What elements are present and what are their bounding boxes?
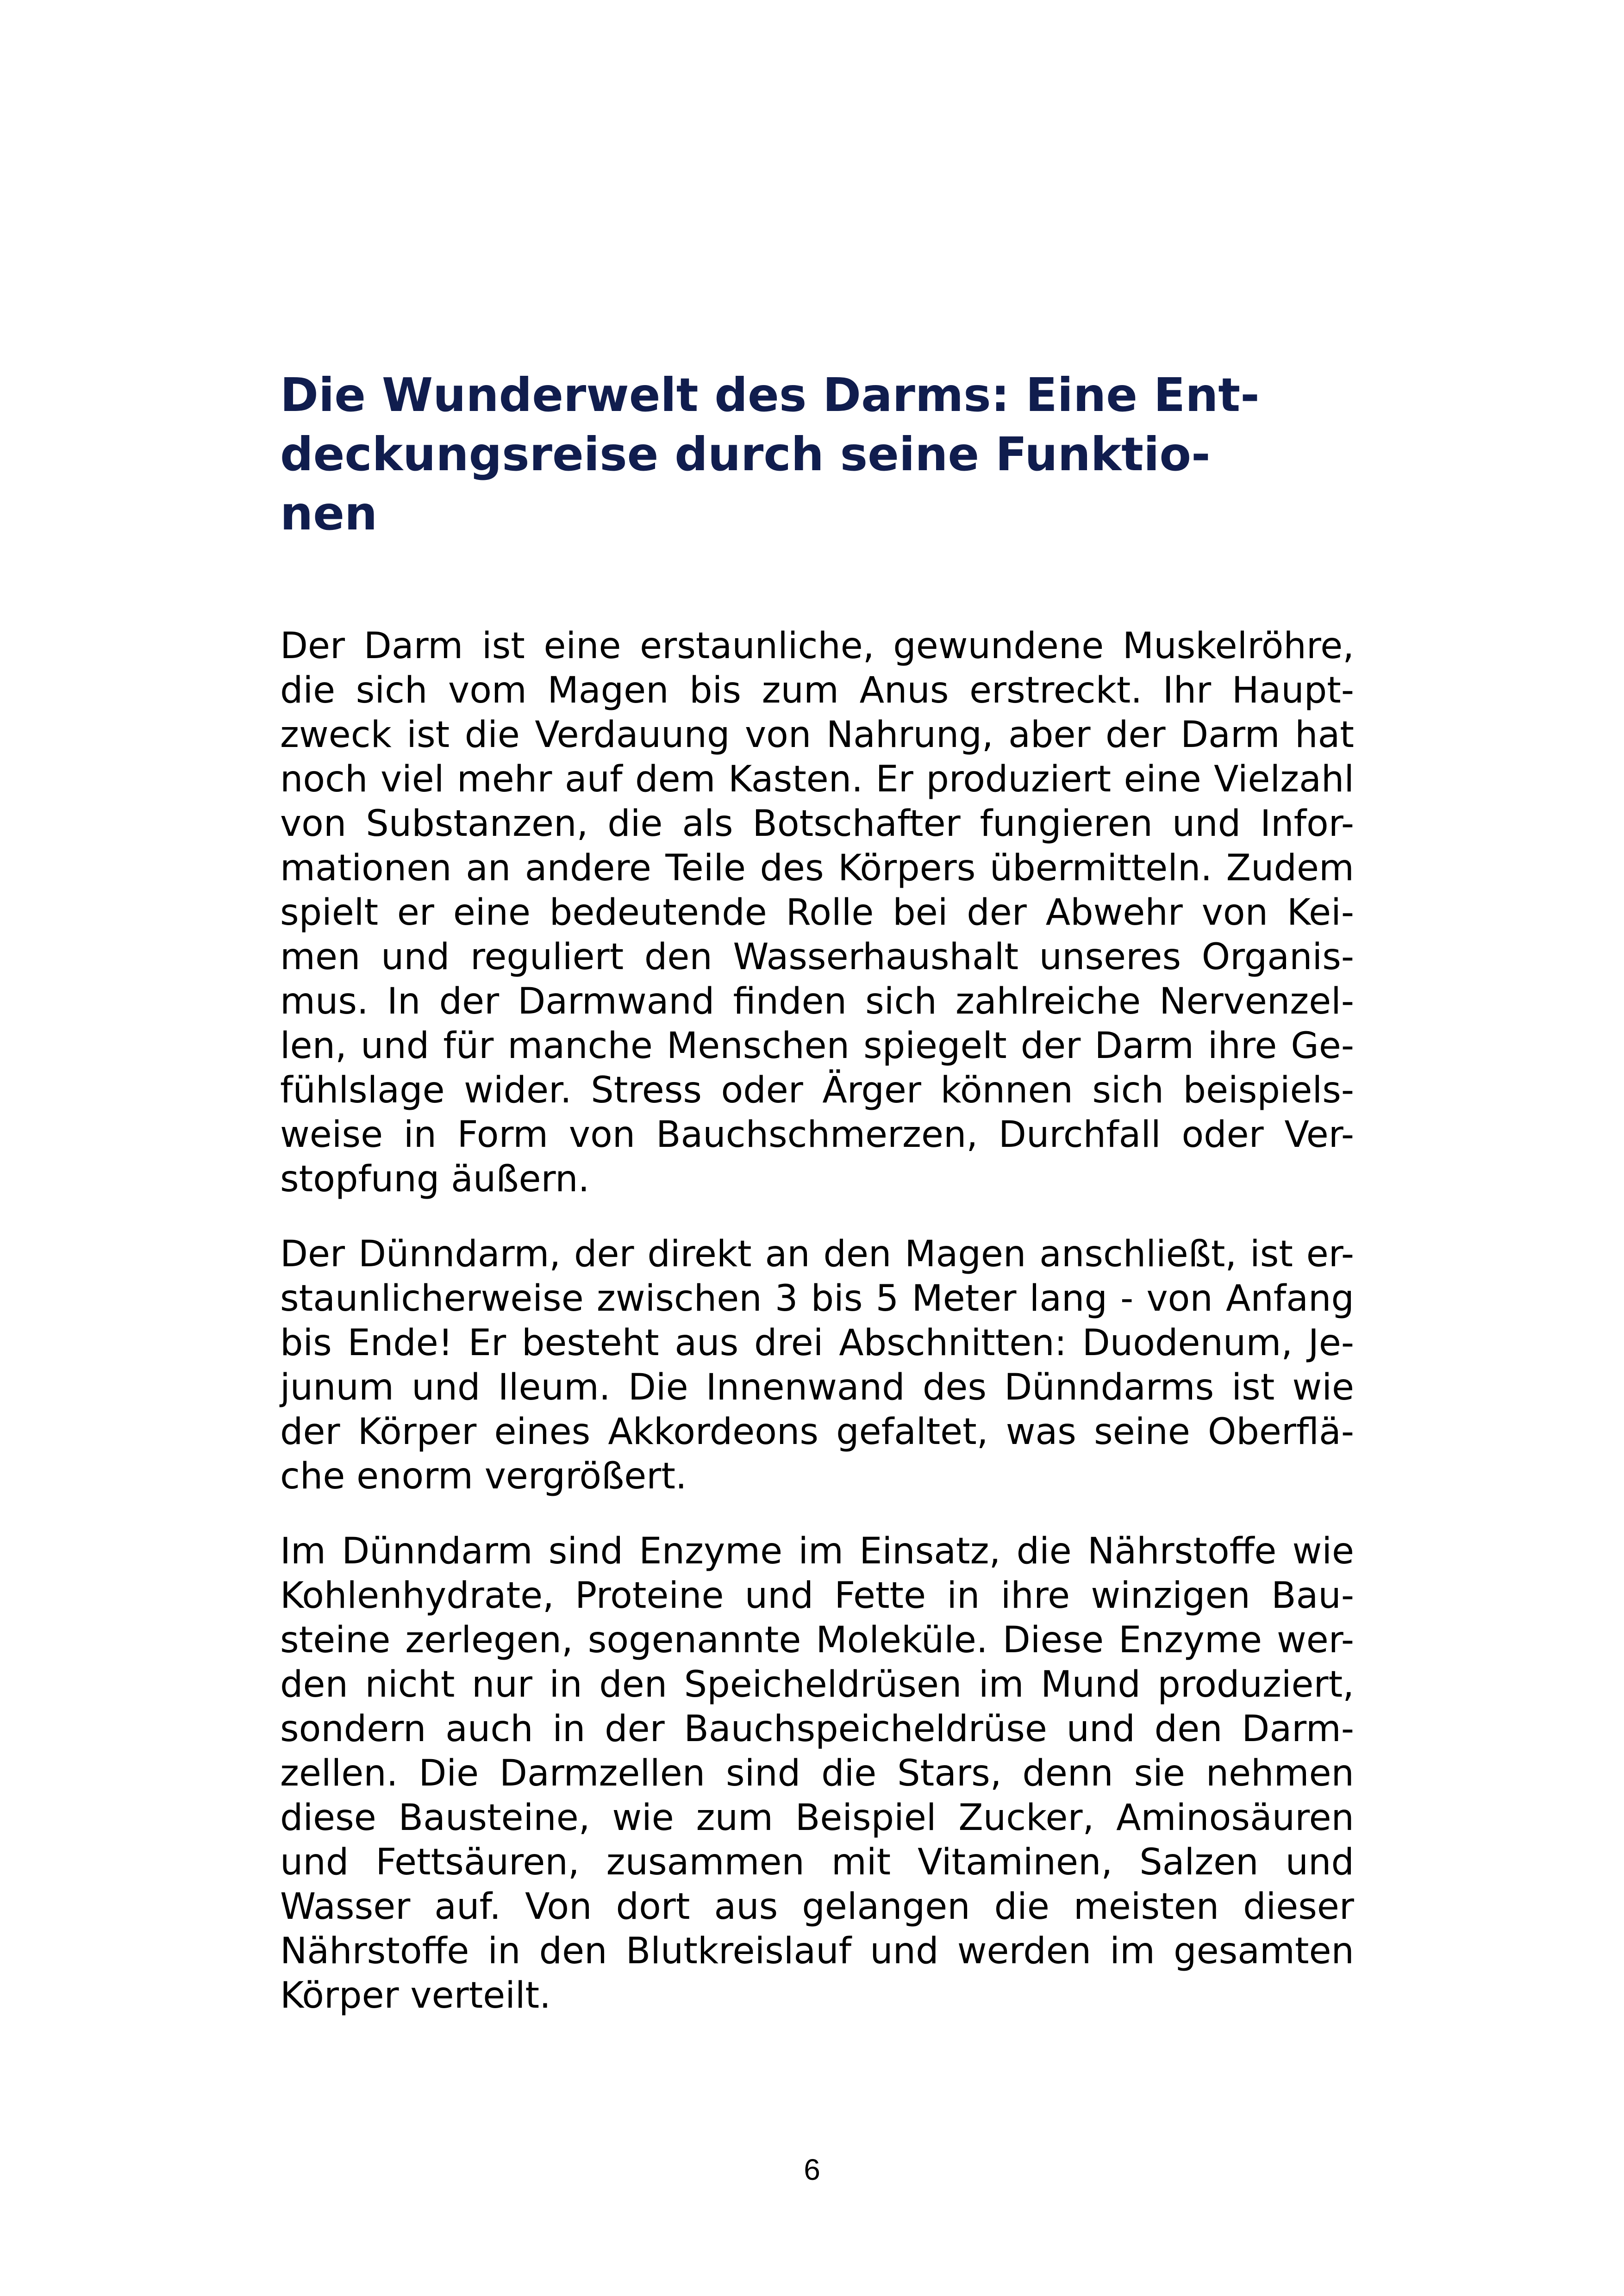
text-line: der Körper eines Akkordeons gefaltet, was seine Oberflä-	[280, 1411, 1354, 1453]
text-line: und Fettsäuren, zusammen mit Vitaminen, Salzen und	[280, 1842, 1354, 1883]
chapter-title-line: deckungsreise durch seine Funktio-	[280, 427, 1211, 481]
text-line: Im Dünndarm sind Enzyme im Einsatz, die Nährstoffe wie	[280, 1531, 1354, 1572]
text-line: sondern auch in der Bauchspeicheldrüse und den Darm-	[280, 1708, 1354, 1750]
text-line: spielt er eine bedeutende Rolle bei der Abwehr von Kei-	[280, 892, 1354, 933]
body-text	[280, 624, 1354, 2018]
text-line: Kohlenhydrate, Proteine und Fette in ihre winzigen Bau-	[280, 1575, 1354, 1617]
text-line: Nährstoffe in den Blutkreislauf und werden im gesamten	[280, 1930, 1354, 1972]
paragraph-1	[280, 624, 1354, 1201]
text-line: stopfung äußern.	[280, 1158, 590, 1200]
text-line: die sich vom Magen bis zum Anus erstreckt. Ihr Haupt-	[280, 670, 1354, 711]
text-line: len, und für manche Menschen spiegelt der Darm ihre Ge-	[280, 1025, 1354, 1067]
paragraph-3	[280, 1529, 1354, 2018]
text-line: staunlicherweise zwischen 3 bis 5 Meter lang - von Anfang	[280, 1278, 1354, 1319]
page-number: 6	[804, 2153, 820, 2186]
page-content	[280, 366, 1354, 2048]
text-line: steine zerlegen, sogenannte Moleküle. Diese Enzyme wer-	[280, 1619, 1354, 1661]
text-line: men und reguliert den Wasserhaushalt unseres Organis-	[280, 936, 1354, 978]
text-line: junum und Ileum. Die Innenwand des Dünndarms ist wie	[280, 1367, 1354, 1408]
text-line: mationen an andere Teile des Körpers übermitteln. Zudem	[280, 847, 1354, 889]
text-line: zellen. Die Darmzellen sind die Stars, denn sie nehmen	[280, 1753, 1354, 1794]
text-line: fühlslage wider. Stress oder Ärger können sich beispiels-	[280, 1070, 1354, 1111]
text-line: bis Ende! Er besteht aus drei Abschnitten: Duodenum, Je-	[280, 1322, 1354, 1364]
chapter-title	[280, 366, 1354, 543]
paragraph-2	[280, 1232, 1354, 1499]
text-line: Der Dünndarm, der direkt an den Magen anschließt, ist er-	[280, 1233, 1354, 1275]
text-line: noch viel mehr auf dem Kasten. Er produziert eine Vielzahl	[280, 759, 1354, 800]
text-line: mus. In der Darmwand finden sich zahlreiche Nervenzel-	[280, 981, 1354, 1022]
text-line: diese Bausteine, wie zum Beispiel Zucker, Aminosäuren	[280, 1797, 1354, 1839]
chapter-title-line: Die Wunderwelt des Darms: Eine Ent-	[280, 368, 1260, 422]
text-line: von Substanzen, die als Botschafter fungieren und Infor-	[280, 803, 1354, 845]
text-line: den nicht nur in den Speicheldrüsen im Mund produziert,	[280, 1664, 1354, 1705]
text-line: Körper verteilt.	[280, 1975, 551, 2016]
text-line: weise in Form von Bauchschmerzen, Durchfall oder Ver-	[280, 1114, 1354, 1156]
text-line: zweck ist die Verdauung von Nahrung, aber der Darm hat	[280, 714, 1354, 756]
text-line: Der Darm ist eine erstaunliche, gewundene Muskelröhre,	[280, 625, 1354, 667]
text-line: che enorm vergrößert.	[280, 1456, 687, 1497]
text-line: Wasser auf. Von dort aus gelangen die meisten dieser	[280, 1886, 1354, 1928]
chapter-title-line: nen	[280, 486, 378, 541]
